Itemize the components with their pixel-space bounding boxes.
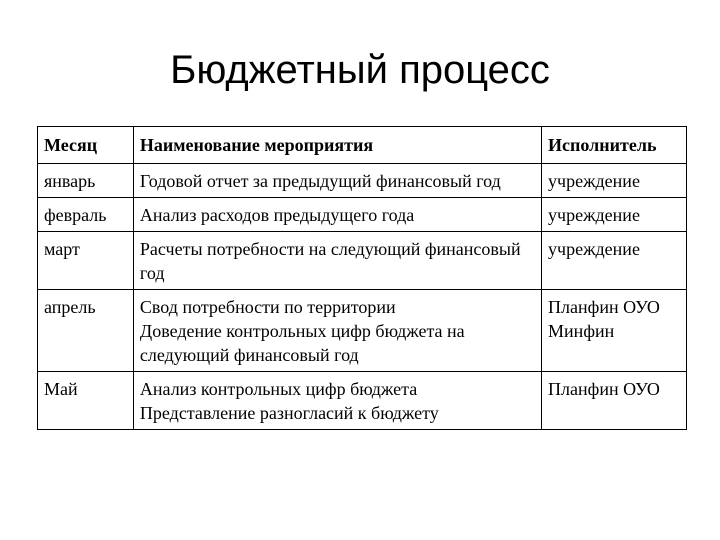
event-line: Свод потребности по территории [139, 297, 396, 317]
cell-event [133, 198, 541, 232]
cell-executor [542, 198, 687, 232]
header-month: Месяц [38, 127, 134, 164]
event-line: Расчеты потребности на следующий финансовый год [139, 239, 521, 283]
cell-executor [542, 372, 687, 430]
table-header-row [38, 127, 687, 164]
table-row [38, 198, 687, 232]
executor-line: Минфин [548, 321, 615, 341]
event-line: Анализ расходов предыдущего года [139, 205, 415, 225]
table-row [38, 232, 687, 290]
cell-event [133, 290, 541, 372]
event-line: Представление разногласий к бюджету [139, 403, 439, 423]
page-title: Бюджетный процесс [170, 48, 550, 92]
cell-month: апрель [38, 290, 134, 372]
event-line: Доведение контрольных цифр бюджета на следующий финансовый год [139, 321, 465, 365]
executor-line: учреждение [548, 171, 640, 191]
executor-line: Планфин ОУО [548, 379, 660, 399]
executor-line: Планфин ОУО [548, 297, 660, 317]
header-executor: Исполнитель [542, 127, 687, 164]
table-row [38, 372, 687, 430]
cell-executor [542, 232, 687, 290]
cell-event [133, 164, 541, 198]
table-row [38, 164, 687, 198]
event-line: Анализ контрольных цифр бюджета [139, 379, 418, 399]
cell-event [133, 232, 541, 290]
cell-month: март [38, 232, 134, 290]
executor-line: учреждение [548, 205, 640, 225]
cell-month: Май [38, 372, 134, 430]
cell-executor [542, 290, 687, 372]
table-row [38, 290, 687, 372]
budget-process-table [37, 126, 687, 430]
event-line: Годовой отчет за предыдущий финансовый год [139, 171, 501, 191]
cell-executor [542, 164, 687, 198]
cell-event [133, 372, 541, 430]
cell-month: февраль [38, 198, 134, 232]
header-event: Наименование мероприятия [133, 127, 541, 164]
executor-line: учреждение [548, 239, 640, 259]
cell-month: январь [38, 164, 134, 198]
